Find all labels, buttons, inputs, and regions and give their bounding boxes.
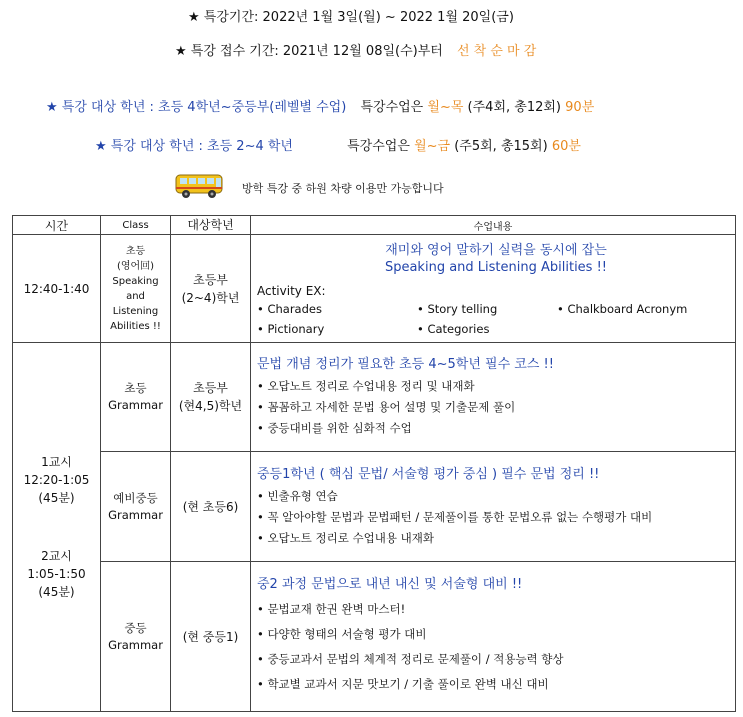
grade-cell [171, 452, 251, 562]
activity-item: • Pictionary [257, 322, 417, 336]
list-item: • 중등교과서 문법의 체계적 정리로 문제풀이 / 적용능력 향상 [257, 651, 735, 667]
activity-item: • Charades [257, 302, 417, 316]
target-grade-line-2 [95, 135, 581, 154]
period-line: ★ 특강기간: 2022년 1월 3일(월) ~ 2022 1월 20일(금) [188, 10, 514, 25]
grade-line: (현 중등1) [182, 629, 239, 644]
content-title: 중등1학년 ( 핵심 문법/ 서술형 평가 중심 ) 필수 문법 정리 !! [257, 466, 600, 482]
class-cell [101, 343, 171, 452]
grade-cell [171, 562, 251, 712]
class-line: 중등 [124, 620, 147, 635]
grade-line: (현 초등6) [182, 499, 239, 514]
days-1: 월~목 [427, 100, 464, 115]
content-cell [251, 452, 736, 562]
spacer [13, 507, 100, 547]
days-prefix-2: 특강수업은 [347, 139, 410, 154]
table-header-row [13, 216, 736, 235]
title-line-1: 재미와 영어 말하기 실력을 동시에 잡는 [385, 242, 607, 258]
content-cell [251, 562, 736, 712]
class-line: 초등 [124, 381, 147, 395]
grade-cell [171, 343, 251, 452]
grade-line: 초등부 [193, 272, 228, 287]
target-grade-label-2: ★ 특강 대상 학년 : 초등 2~4 학년 [95, 139, 293, 154]
class-line: Abilities !! [110, 320, 161, 332]
content-cell [251, 235, 736, 343]
list-item: • 빈출유형 연습 [257, 488, 735, 504]
session-count-1: (주4회, 총12회) [467, 100, 562, 115]
time-line: (45분) [38, 585, 75, 599]
class-line: and [126, 290, 145, 302]
first-come-badge: 선 착 순 마 감 [456, 44, 537, 59]
grade-line: (현4,5)학년 [178, 399, 243, 413]
time-cell: 12:40-1:40 [13, 235, 101, 343]
content-list [257, 378, 735, 436]
class-line: 초등 [125, 245, 146, 257]
table-row [13, 452, 736, 562]
registration-line [175, 40, 536, 59]
class-line: (영어回) [116, 260, 155, 272]
class-line: Grammar [108, 398, 163, 412]
duration-1: 90분 [565, 100, 595, 115]
target-grade-line-1 [46, 96, 594, 115]
activity-item: • Chalkboard Acronym [557, 302, 727, 316]
class-cell [101, 235, 171, 343]
header-class: Class [101, 216, 171, 235]
list-item: • 중등대비를 위한 심화적 수업 [257, 420, 735, 436]
grade-line: 초등부 [193, 381, 228, 395]
time-line: 1:05-1:50 [27, 567, 86, 581]
time-line: 1교시 [41, 455, 72, 469]
activity-label: Activity EX: [257, 283, 326, 298]
class-line: Grammar [108, 507, 163, 522]
list-item: • 꼭 알아야할 문법과 문법패턴 / 문제풀이를 통한 문법오류 없는 수행평가 대비 [257, 509, 735, 525]
list-item: • 다양한 형태의 서술형 평가 대비 [257, 626, 735, 642]
activity-item: • Story telling [417, 302, 557, 316]
list-item: • 오답노트 정리로 수업내용 정리 및 내재화 [257, 378, 735, 394]
activity-list [257, 302, 735, 336]
content-list [257, 488, 735, 546]
class-line: Listening [112, 305, 159, 317]
time-line: 12:20-1:05 [23, 473, 90, 487]
time-cell-merged [13, 343, 101, 712]
session-count-2: (주5회, 총15회) [454, 139, 548, 154]
activity-item: • Categories [417, 322, 557, 336]
title-line-2: Speaking and Listening Abilities !! [384, 259, 608, 275]
grade-line: (2~4)학년 [181, 290, 240, 305]
table-row [13, 235, 736, 343]
content-title: 문법 개념 정리가 필요한 초등 4~5학년 필수 코스 !! [257, 357, 554, 372]
grade-cell [171, 235, 251, 343]
content-cell [251, 343, 736, 452]
target-grade-label-1: ★ 특강 대상 학년 : 초등 4학년~중등부(레벨별 수업) [46, 100, 347, 115]
school-bus-icon [174, 171, 226, 201]
bus-note: 방학 특강 중 하원 차량 이용만 가능합니다 [242, 182, 444, 195]
days-prefix-1: 특강수업은 [360, 100, 424, 115]
content-title: 중2 과정 문법으로 내년 내신 및 서술형 대비 !! [257, 576, 523, 592]
table-row [13, 343, 736, 452]
table-row [13, 562, 736, 712]
list-item: • 문법교재 한권 완벽 마스터! [257, 601, 735, 617]
content-list [257, 601, 735, 692]
content-title [257, 242, 735, 276]
class-line: Speaking [112, 275, 159, 287]
class-line: 예비중등 [113, 490, 158, 505]
list-item: • 오답노트 정리로 수업내용 내재화 [257, 530, 735, 546]
header-content: 수업내용 [251, 216, 736, 235]
schedule-table [12, 215, 736, 712]
days-2: 월~금 [414, 139, 451, 154]
duration-2: 60분 [551, 139, 581, 154]
class-cell [101, 452, 171, 562]
list-item: • 학교별 교과서 지문 맛보기 / 기출 풀이로 완벽 내신 대비 [257, 676, 735, 692]
class-cell [101, 562, 171, 712]
class-line: Grammar [108, 637, 163, 652]
registration-label: ★ 특강 접수 기간: 2021년 12월 08일(수)부터 [175, 44, 443, 59]
time-line: 2교시 [41, 549, 72, 563]
header-time: 시간 [13, 216, 101, 235]
header-grade: 대상학년 [171, 216, 251, 235]
time-line: (45분) [38, 491, 75, 505]
list-item: • 꼼꼼하고 자세한 문법 용어 설명 및 기출문제 풀이 [257, 399, 735, 415]
